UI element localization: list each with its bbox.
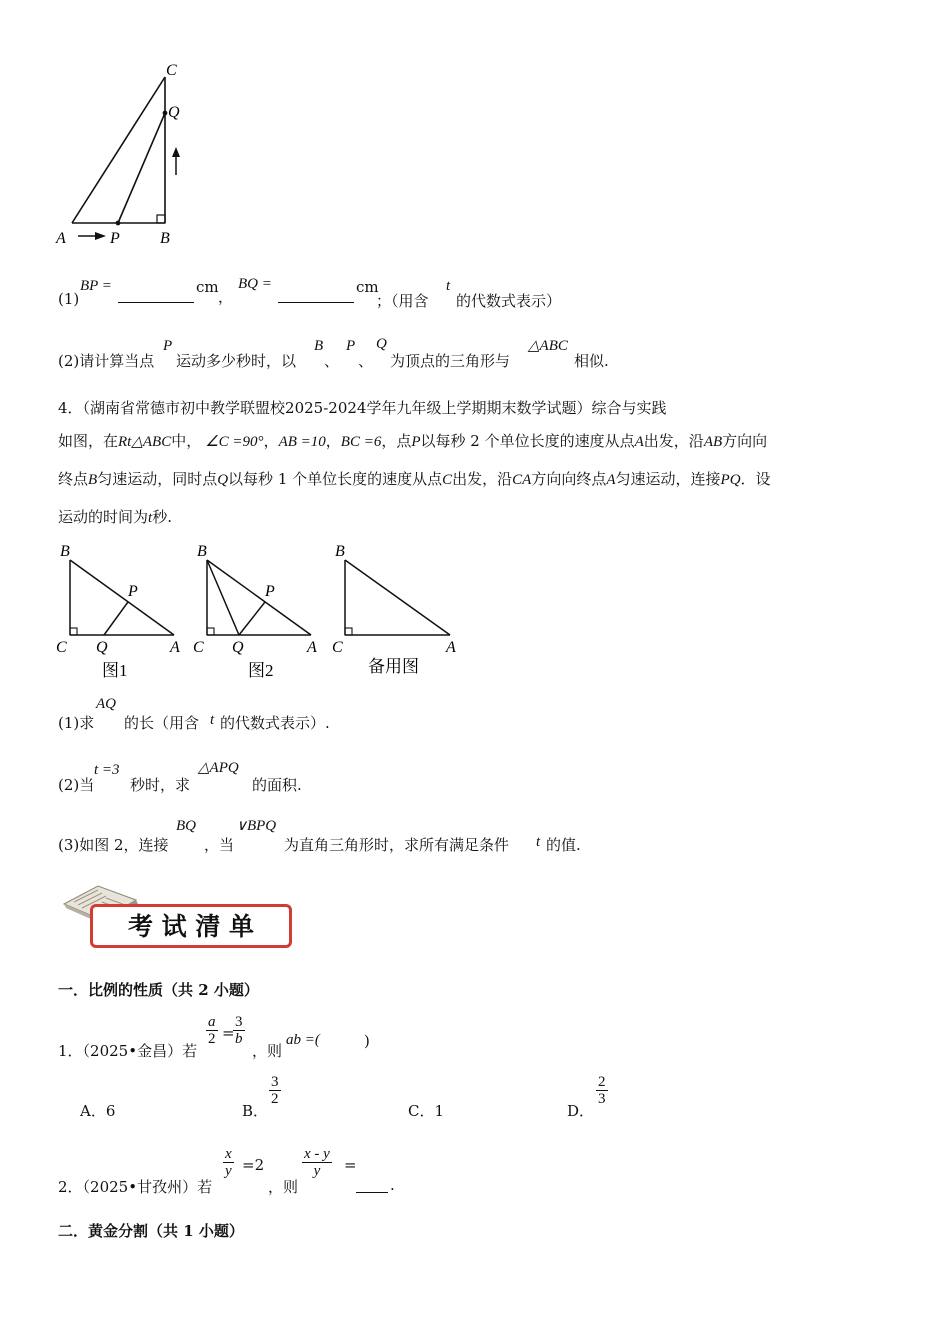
s1-q1-expr: ab =(	[286, 1032, 320, 1048]
fig3-label-C: C	[332, 639, 343, 656]
q4-s2-b: 秒时，求	[130, 776, 191, 794]
q4-l2-f: 匀速运动，连接	[615, 470, 721, 488]
s1-q2-end: .	[390, 1176, 395, 1194]
q4-s3-a: (3)如图 2，连接	[58, 836, 169, 854]
s1-q2-eq: =	[344, 1156, 357, 1174]
q4-l3-t: t	[148, 510, 153, 526]
label-P: P	[110, 230, 120, 247]
s1-q2-frac2-den: y	[302, 1162, 332, 1179]
option-b-frac	[269, 1074, 281, 1107]
fig1-label-A: A	[170, 639, 180, 656]
fig3-right-angle	[345, 628, 352, 635]
q4-s3-t: t	[536, 834, 541, 850]
q4-l1-a: 如图，在	[58, 432, 119, 450]
fig2-right-angle	[207, 628, 214, 635]
q4-l1-d: ，	[263, 432, 279, 450]
q4-l2-a: 终点	[58, 470, 89, 488]
q4-sub1	[58, 696, 918, 736]
q4-s3-b: ，当	[204, 836, 235, 854]
q3-p2-B: B	[314, 338, 324, 354]
fig1-edge-AB	[70, 560, 174, 635]
q3-p1-suffix: 的代数式表示）	[456, 292, 562, 310]
q3-p1-blank-bq[interactable]	[278, 288, 354, 303]
q3-p1-t: t	[446, 278, 451, 294]
s1-q2-frac-den: y	[225, 1163, 232, 1179]
section-1-title: 一．比例的性质（共 2 小题）	[58, 981, 259, 999]
banner-frame	[90, 904, 292, 948]
q4-s1-a: (1)求	[58, 714, 95, 732]
s1-q1-frac1-num: a	[208, 1014, 216, 1030]
q4-l1-f: ，点	[381, 432, 412, 450]
q4-s3-bpq: ∨BPQ	[236, 818, 277, 834]
s1-q1-mid: ，则	[252, 1042, 283, 1060]
segment-PQ	[118, 113, 165, 223]
q4-l2-A: A	[606, 472, 616, 488]
q3-p2-sep1: 、	[324, 352, 340, 370]
s1-question-1	[58, 1012, 918, 1062]
q4-s1-c: 的代数式表示）.	[220, 714, 330, 732]
s1-q1-frac2-num: 3	[235, 1014, 243, 1030]
q4-l1-e: ，	[325, 432, 341, 450]
figure-spare	[332, 543, 456, 676]
option-b-num: 3	[271, 1074, 279, 1090]
section-2-title: 二．黄金分割（共 1 小题）	[58, 1222, 244, 1240]
q4-l2-C: C	[442, 472, 453, 488]
s1-q2-answer-blank[interactable]	[356, 1176, 388, 1193]
q3-p2-P: P	[163, 338, 173, 354]
s1-question-2	[58, 1146, 918, 1196]
q4-figures	[52, 538, 482, 688]
s1-q1-prefix: 1．（2025•金昌）若	[58, 1042, 198, 1060]
q3-p1-semicolon: ；（用含	[376, 292, 429, 310]
q4-s3-BQ: BQ	[176, 818, 196, 834]
q4-l2-b: 匀速运动，同时点	[97, 470, 218, 488]
q3-p2-suffix: 相似.	[574, 352, 609, 370]
fig2-label-B: B	[197, 543, 207, 560]
s1-q2-frac2-num: x - y	[304, 1146, 330, 1162]
q4-l1-ab: AB =10	[278, 434, 326, 450]
q4-stem-line1	[58, 430, 938, 452]
figure-2	[193, 543, 317, 680]
q4-l1-c: ∠C =90°	[205, 434, 264, 450]
s1-q2-mid: ，则	[268, 1178, 299, 1196]
fig1-segment-PQ	[104, 602, 128, 635]
q4-s1-b: 的长（用含	[124, 714, 200, 732]
option-a[interactable]: A．6	[80, 1102, 116, 1120]
fig1-right-angle	[70, 628, 77, 635]
q4-s2-t: t =3	[94, 762, 120, 778]
q4-s1-t: t	[210, 712, 215, 728]
fig1-label-P: P	[128, 583, 138, 600]
q4-l2-CA: CA	[512, 472, 532, 488]
point-Q	[163, 111, 168, 116]
q4-l2-PQ: PQ	[720, 472, 741, 488]
s1-q1-frac1-den: 2	[208, 1031, 216, 1047]
q4-l1-i: 方向向	[722, 432, 768, 450]
exam-checklist-banner	[60, 878, 300, 954]
fig2-label-A: A	[307, 639, 317, 656]
q4-l1-g: 以每秒 2 个单位长度的速度从点	[420, 432, 635, 450]
q4-l2-B: B	[88, 472, 98, 488]
fig3-label-A: A	[446, 639, 456, 656]
q4-l1-rt: Rt△ABC	[118, 434, 172, 450]
banner-title: 考 试 清 单	[127, 912, 255, 941]
right-angle-mark	[157, 215, 165, 223]
figure-1	[56, 543, 180, 680]
fig2-segment-PQ	[239, 602, 265, 635]
fig2-caption: 图2	[248, 661, 274, 680]
edge-AC	[72, 77, 165, 223]
fig1-caption: 图1	[102, 661, 128, 680]
q3-p2-mid: 运动多少秒时，以	[176, 352, 297, 370]
q4-header: 4．（湖南省常德市初中教学联盟校2025-2024学年九年级上学期期末数学试题）综合与实践	[58, 399, 667, 417]
fig1-label-B: B	[60, 543, 70, 560]
fig2-label-C: C	[193, 639, 204, 656]
s1-q2-frac-num: x	[225, 1146, 232, 1162]
option-d-num: 2	[598, 1074, 606, 1090]
arrow-up-head-icon	[172, 147, 180, 157]
q3-p2-prefix: (2)请计算当点	[58, 352, 155, 370]
s1-q1-options	[58, 1070, 918, 1120]
s1-q1-eq: =	[222, 1024, 235, 1042]
q4-l1-bc: BC =6	[340, 434, 382, 450]
fig2-label-P: P	[265, 583, 275, 600]
q4-l1-AB: AB	[703, 434, 723, 450]
q3-p1-unit2: cm	[356, 278, 379, 296]
fig3-edge-AB	[345, 560, 450, 635]
q4-s1-AQ: AQ	[96, 696, 116, 712]
q3-p1-prefix: (1)	[58, 290, 80, 308]
option-d-den: 3	[598, 1091, 606, 1107]
q4-l1-b: 中，	[171, 432, 202, 450]
q4-stem-line3	[58, 506, 172, 527]
fig3-caption: 备用图	[368, 657, 419, 676]
s1-q2-prefix: 2．（2025•甘孜州）若	[58, 1178, 213, 1196]
q3-part2	[58, 336, 918, 376]
option-b[interactable]: B．	[242, 1102, 269, 1120]
q4-l2-Q: Q	[217, 472, 229, 488]
q4-l1-A: A	[634, 434, 644, 450]
q4-s2-apq: △APQ	[198, 760, 239, 776]
s1-q1-frac-a-over-2	[206, 1014, 218, 1047]
q3-p1-unit1: cm	[196, 278, 219, 296]
option-d-frac	[596, 1074, 608, 1107]
q4-l3-b: 秒.	[152, 508, 172, 526]
s1-q1-close: )	[364, 1032, 370, 1050]
q4-sub2	[58, 758, 918, 798]
q4-l1-h: 出发，沿	[643, 432, 704, 450]
fig1-label-C: C	[56, 639, 67, 656]
q3-p2-sep2: 、	[358, 352, 374, 370]
q3-p2-Q: Q	[376, 336, 387, 352]
label-B: B	[160, 230, 170, 247]
s1-q1-frac2-den: b	[235, 1031, 243, 1047]
s1-q2-eq2: =2	[242, 1156, 265, 1174]
label-A: A	[56, 230, 66, 247]
label-Q: Q	[168, 104, 180, 121]
q3-part1	[58, 278, 918, 318]
q4-l3-a: 运动的时间为	[58, 508, 149, 526]
fig2-label-Q: Q	[232, 639, 244, 656]
s1-q2-frac-x-over-y	[223, 1146, 234, 1179]
point-P	[116, 221, 121, 226]
arrow-right-head-icon	[95, 232, 106, 240]
s1-q2-frac-xy-over-y	[302, 1146, 332, 1179]
s1-q1-frac-3-over-b	[233, 1014, 245, 1047]
top-triangle-figure	[50, 55, 200, 255]
fig1-label-Q: Q	[96, 639, 108, 656]
q3-p1-comma: ，	[218, 288, 234, 306]
q3-p2-abc: △ABC	[528, 338, 568, 354]
option-c[interactable]: C．1	[408, 1102, 445, 1120]
q4-sub3	[58, 816, 918, 856]
q4-l2-g: ．设	[740, 470, 771, 488]
q4-l2-c: 以每秒 1 个单位长度的速度从点	[228, 470, 443, 488]
q4-l1-P: P	[411, 434, 421, 450]
q4-l2-e: 方向向终点	[531, 470, 607, 488]
q4-stem-line2	[58, 468, 938, 490]
q3-p1-bp: BP =	[80, 278, 112, 294]
q3-p1-blank-bp[interactable]	[118, 288, 194, 303]
q3-p1-bq: BQ =	[238, 276, 272, 292]
q3-p2-mid2: 为顶点的三角形与	[390, 352, 511, 370]
option-b-den: 2	[271, 1091, 279, 1107]
q4-s3-d: 的值.	[546, 836, 581, 854]
label-C: C	[166, 62, 177, 79]
option-d[interactable]: D．	[567, 1102, 595, 1120]
q4-s2-a: (2)当	[58, 776, 95, 794]
q4-l2-d: 出发，沿	[452, 470, 513, 488]
q4-s2-c: 的面积.	[252, 776, 302, 794]
q4-s3-c: 为直角三角形时，求所有满足条件	[284, 836, 510, 854]
fig3-label-B: B	[335, 543, 345, 560]
q3-p2-P2: P	[346, 338, 356, 354]
